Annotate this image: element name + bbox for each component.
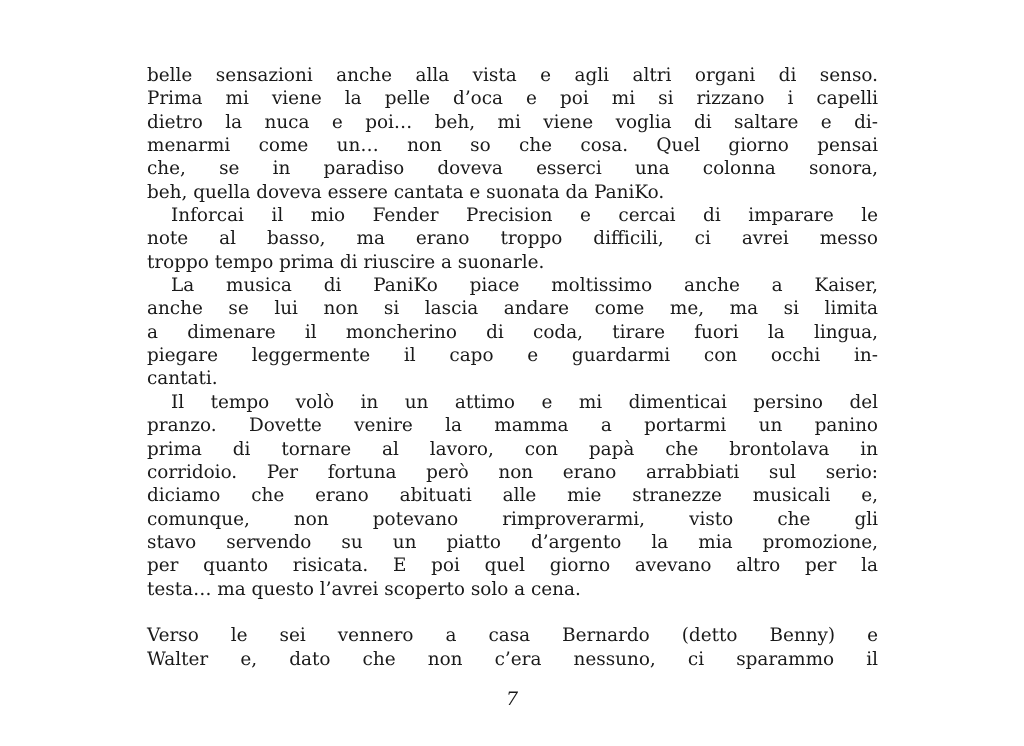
text-line: piegare leggermente il capo e guardarmi con occhi in-	[147, 345, 878, 367]
text-line: menarmi come un… non so che cosa. Quel giorno pensai	[147, 135, 878, 157]
text-line: troppo tempo prima di riuscire a suonarle.	[147, 251, 545, 273]
body-text	[147, 64, 878, 671]
paragraph-3	[147, 274, 878, 391]
text-line: pranzo. Dovette venire la mamma a portarmi un panino	[147, 415, 878, 437]
text-line: Prima mi viene la pelle d’oca e poi mi si rizzano i capelli	[147, 88, 878, 110]
text-line: Verso le sei vennero a casa Bernardo (detto Benny) e	[147, 625, 878, 647]
text-line: a dimenare il moncherino di coda, tirare fuori la lingua,	[147, 321, 878, 343]
text-line: dietro la nuca e poi… beh, mi viene voglia di saltare e di-	[147, 111, 878, 133]
text-line: stavo servendo su un piatto d’argento la mia promozione,	[147, 531, 878, 553]
text-line: Walter e, dato che non c’era nessuno, ci sparammo il	[147, 648, 878, 670]
paragraph-2	[147, 204, 878, 274]
text-line: Il tempo volò in un attimo e mi dimenticai persino del	[171, 391, 878, 413]
text-line: prima di tornare al lavoro, con papà che brontolava in	[147, 438, 878, 460]
text-line: anche se lui non si lascia andare come me, ma si limita	[147, 298, 878, 320]
text-line: cantati.	[147, 368, 218, 390]
text-line: diciamo che erano abituati alle mie stranezze musicali e,	[147, 485, 878, 507]
text-line: comunque, non potevano rimproverarmi, visto che gli	[147, 508, 878, 530]
text-line: La musica di PaniKo piace moltissimo anche a Kaiser,	[171, 275, 878, 297]
text-line: che, se in paradiso doveva esserci una colonna sonora,	[147, 158, 878, 180]
paragraph-1	[147, 64, 878, 204]
page-number: 7	[505, 688, 519, 710]
text-line: corridoio. Per fortuna però non erano arrabbiati sul serio:	[147, 461, 878, 483]
paragraph-5	[147, 624, 878, 671]
text-line: testa… ma questo l’avrei scoperto solo a cena.	[147, 578, 581, 600]
paragraph-4	[147, 391, 878, 601]
text-line: per quanto risicata. E poi quel giorno avevano altro per la	[147, 555, 878, 577]
text-line: note al basso, ma erano troppo difficili, ci avrei messo	[147, 228, 878, 250]
text-line: beh, quella doveva essere cantata e suonata da PaniKo.	[147, 181, 665, 203]
text-line: belle sensazioni anche alla vista e agli altri organi di senso.	[147, 65, 878, 86]
text-line: Inforcai il mio Fender Precision e cercai di imparare le	[171, 205, 878, 227]
section-break	[147, 601, 878, 624]
